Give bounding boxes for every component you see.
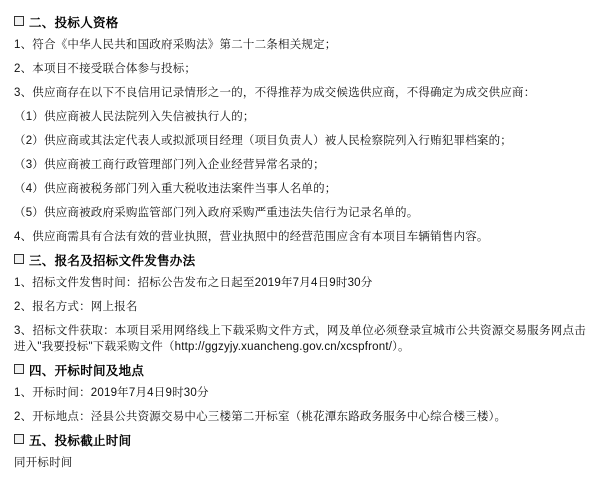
section-heading-text: 二、投标人资格: [29, 16, 119, 30]
section-heading-text: 四、开标时间及地点: [29, 364, 145, 378]
square-bullet-icon: [14, 16, 24, 26]
square-bullet-icon: [14, 254, 24, 264]
paragraph: 同开标时间: [14, 457, 73, 469]
section-heading-bidder-qualification: [14, 15, 586, 31]
paragraph: （5）供应商被政府采购监管部门列入政府采购严重违法失信行为记录名单的。: [14, 207, 419, 219]
section-heading-registration-and-document-sale: [14, 253, 586, 269]
paragraph: （3）供应商被工商行政管理部门列入企业经营异常名录的；: [14, 159, 325, 171]
section-heading-bid-deadline: [14, 433, 586, 449]
paragraph: 1、招标文件发售时间：招标公告发布之日起至2019年7月4日9时30分: [14, 277, 373, 289]
paragraph: 3、供应商存在以下不良信用记录情形之一的，不得推荐为成交候选供应商，不得确定为成交供应商：: [14, 87, 536, 99]
section-heading-bid-opening: [14, 363, 586, 379]
paragraph: 4、供应商需具有合法有效的营业执照，营业执照中的经营范围应含有本项目车辆销售内容。: [14, 231, 489, 243]
paragraph: 2、本项目不接受联合体参与投标；: [14, 63, 197, 75]
paragraph: （2）供应商或其法定代表人或拟派项目经理（项目负责人）被人民检察院列入行贿犯罪档案的；: [14, 135, 512, 147]
square-bullet-icon: [14, 364, 24, 374]
section-heading-text: 三、报名及招标文件发售办法: [29, 254, 196, 268]
paragraph-with-url: 3、招标文件获取：本项目采用网络线上下载采购文件方式，网及单位必须登录宣城市公共资源交易服务网点击进入"我要投标"下载采购文件（http://ggzyjy.xuancheng.gov.cn/xcspfront/）。: [14, 325, 586, 353]
paragraph: 1、符合《中华人民共和国政府采购法》第二十二条相关规定；: [14, 39, 337, 51]
square-bullet-icon: [14, 434, 24, 444]
paragraph: 2、报名方式：网上报名: [14, 301, 138, 313]
paragraph: 2、开标地点：泾县公共资源交易中心三楼第二开标室（桃花潭东路政务服务中心综合楼三楼）。: [14, 411, 507, 423]
paragraph: （1）供应商被人民法院列入失信被执行人的；: [14, 111, 255, 123]
section-heading-text: 五、投标截止时间: [29, 434, 132, 448]
paragraph: （4）供应商被税务部门列入重大税收违法案件当事人名单的；: [14, 183, 337, 195]
paragraph: 1、开标时间：2019年7月4日9时30分: [14, 387, 209, 399]
